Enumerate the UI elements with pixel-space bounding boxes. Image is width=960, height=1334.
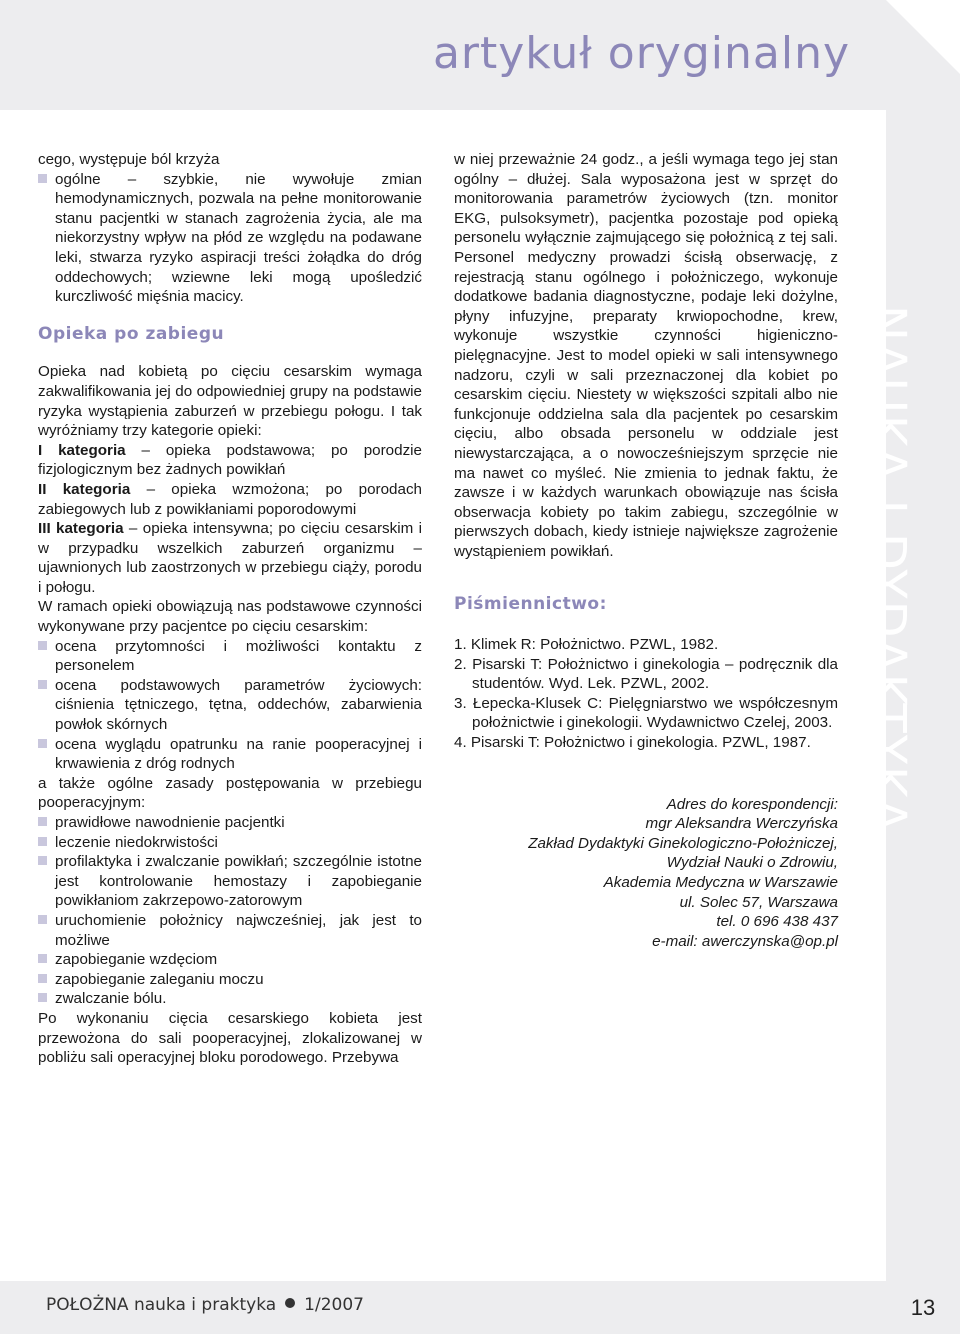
list-item: prawidłowe nawodnienie pacjentki [38,813,422,833]
journal-name: POŁOŻNA nauka i praktyka [46,1295,277,1315]
bullet-item-general-anesthesia: ogólne – szybkie, nie wywołuje zmian hemodynamicznych, pozwala na pełne monitorowanie stanu pacjentki w stanach zagrożenia życia, ale ma niekorzystny wpływ na płód ze względu na podawane leki, stwarza ryzyko aspiracji treści żołądka do dróg oddechowych; wziewne leki mogą upośledzić kurczliwość mięśnia macicy. [38,170,422,307]
reference-item: 1. Klimek R: Położnictwo. PZWL, 1982. [454,636,719,654]
section-heading: Opieka po zabiegu [38,323,225,344]
list-item: ocena podstawowych parametrów życiowych: ciśnienia tętniczego, tętna, oddechów, zabarwienia powłok skórnych [38,676,422,735]
address-line: Wydział Nauki o Zdrowiu, [666,854,838,872]
correspondence-address [454,795,838,952]
list-item: ocena wyglądu opatrunku na ranie pooperacyjnej i krwawienia z dróg rodnych [38,735,422,774]
paragraph-intro3: a także ogólne zasady postępowania w przebiegu pooperacyjnym: [38,774,422,812]
corner-triangle-icon [886,0,960,74]
list-item: uruchomienie położnicy najwcześniej, jak jest to możliwe [38,911,422,950]
list-item: ocena przytomności i możliwości kontaktu z personelem [38,637,422,676]
list-item: profilaktyka i zwalczanie powikłań; szczególnie istotne jest kontrolowanie hemostazy i zapobieganie powikłaniom zakrzepowo-zatorowym [38,852,422,911]
category-2: II kategoria – opieka wzmożona; po porodach zabiegowych lub z powikłaniami poporodowymi [38,480,422,518]
reference-item: 3. Łepecka-Klusek C: Pielęgniarstwo we współczesnym położnictwie i ginekologii. Wydawnictwo Czelej, 2003. [454,694,838,732]
address-line: ul. Solec 57, Warszawa [679,893,838,911]
paragraph-intro: Opieka nad kobietą po cięciu cesarskim wymaga zakwalifikowania jej do odpowiedniej grupy na podstawie ryzyka wystąpienia zaburzeń w przebiegu połogu. I tak wyróżniamy trzy kategorie opieki: [38,363,422,440]
address-line: tel. 0 696 438 437 [716,913,838,931]
list-item: zapobieganie zaleganiu moczu [38,970,422,990]
paragraph-intro2: W ramach opieki obowiązują nas podstawowe czynności wykonywane przy pacjentce po cięciu cesarskim: [38,598,422,636]
text-line: cego, występuje ból krzyża [38,151,220,168]
bullet-dot-icon [285,1298,295,1308]
paragraph-continued: w niej przeważnie 24 godz., a jeśli wymaga tego jej stan ogólny – dłużej. Sala wyposażona jest w sprzęt do monitorowania parametrów życiowych (tzn. monitor EKG, pulsoksymetr), pacjentka pozostaje pod opieką personelu wyłącznie zajmującego się położnicą z tej sali. Personel medyczny prowadzi ścisłą obserwację, z rejestracją stanu ogólnego i położniczego, wykonuje dodatkowe badania diagnostyczne, podaje leki dożylne, płyny infuzyjne, preparaty krwiopochodne, krew, wykonuje wszystkie czynności higieniczno-pielęgnacyjne. Jest to model opieki w sali intensywnego nadzoru, czyli w sali przeznaczonej dla kobiet po cesarskim cięciu. Niestety w większości szpitali albo nie funkcjonuje oddzielna sala dla pacjentek po cesarskim cięciu, albo obsada personelu w oddziale jest niewystarczająca, a o nowocześniejszym sprzęcie nie ma nawet co myśleć. Nie zmienia to jednak faktu, że zawsze i w każdych warunkach obowiązuje nas ścisła obserwacja kobiety po takim zabiegu, szczególnie w pierwszych dobach, kiedy istnieje największe zagrożenie wystąpieniem powikłań. [454,151,838,560]
left-column [38,150,422,1068]
list-item: zapobieganie wzdęciom [38,950,422,970]
address-line: Adres do korespondencji: [666,795,838,813]
address-email: e-mail: awerczynska@op.pl [652,932,838,950]
issue-number: 1/2007 [304,1295,364,1315]
references-heading: Piśmiennictwo: [454,594,607,615]
reference-item: 4. Pisarski T: Położnictwo i ginekologia. PZWL, 1987. [454,734,811,752]
address-line: Akademia Medyczna w Warszawie [603,874,838,891]
list-item: leczenie niedokrwistości [38,833,422,853]
page-number: 13 [910,1295,936,1320]
address-line: Zakład Dydaktyki Ginekologiczno-Położniczej, [528,834,838,852]
paragraph-closing: Po wykonaniu cięcia cesarskiego kobieta jest przewożona do sali pooperacyjnej, zlokalizowanej w pobliżu sali operacyjnej bloku porodowego. Przebywa [38,1009,422,1067]
category-3: III kategoria – opieka intensywna; po cięciu cesarskim i w przypadku wszelkich zaburzeń organizmu – ujawnionych lub zaostrzonych w przebiegu ciąży, porodu i połogu. [38,520,422,596]
category-1: I kategoria – opieka podstawowa; po porodzie fizjologicznym bez żadnych powikłań [38,441,422,479]
right-column [454,150,838,951]
list-item: zwalczanie bólu. [38,989,422,1009]
section-title: artykuł oryginalny [432,28,850,79]
header-band [0,0,886,110]
address-line: mgr Aleksandra Werczyńska [645,815,838,833]
footer-band [0,1281,886,1334]
reference-item: 2. Pisarski T: Położnictwo i ginekologia – podręcznik dla studentów. Wyd. Lek. PZWL, 2002. [454,655,838,693]
footer-journal [46,1295,364,1315]
